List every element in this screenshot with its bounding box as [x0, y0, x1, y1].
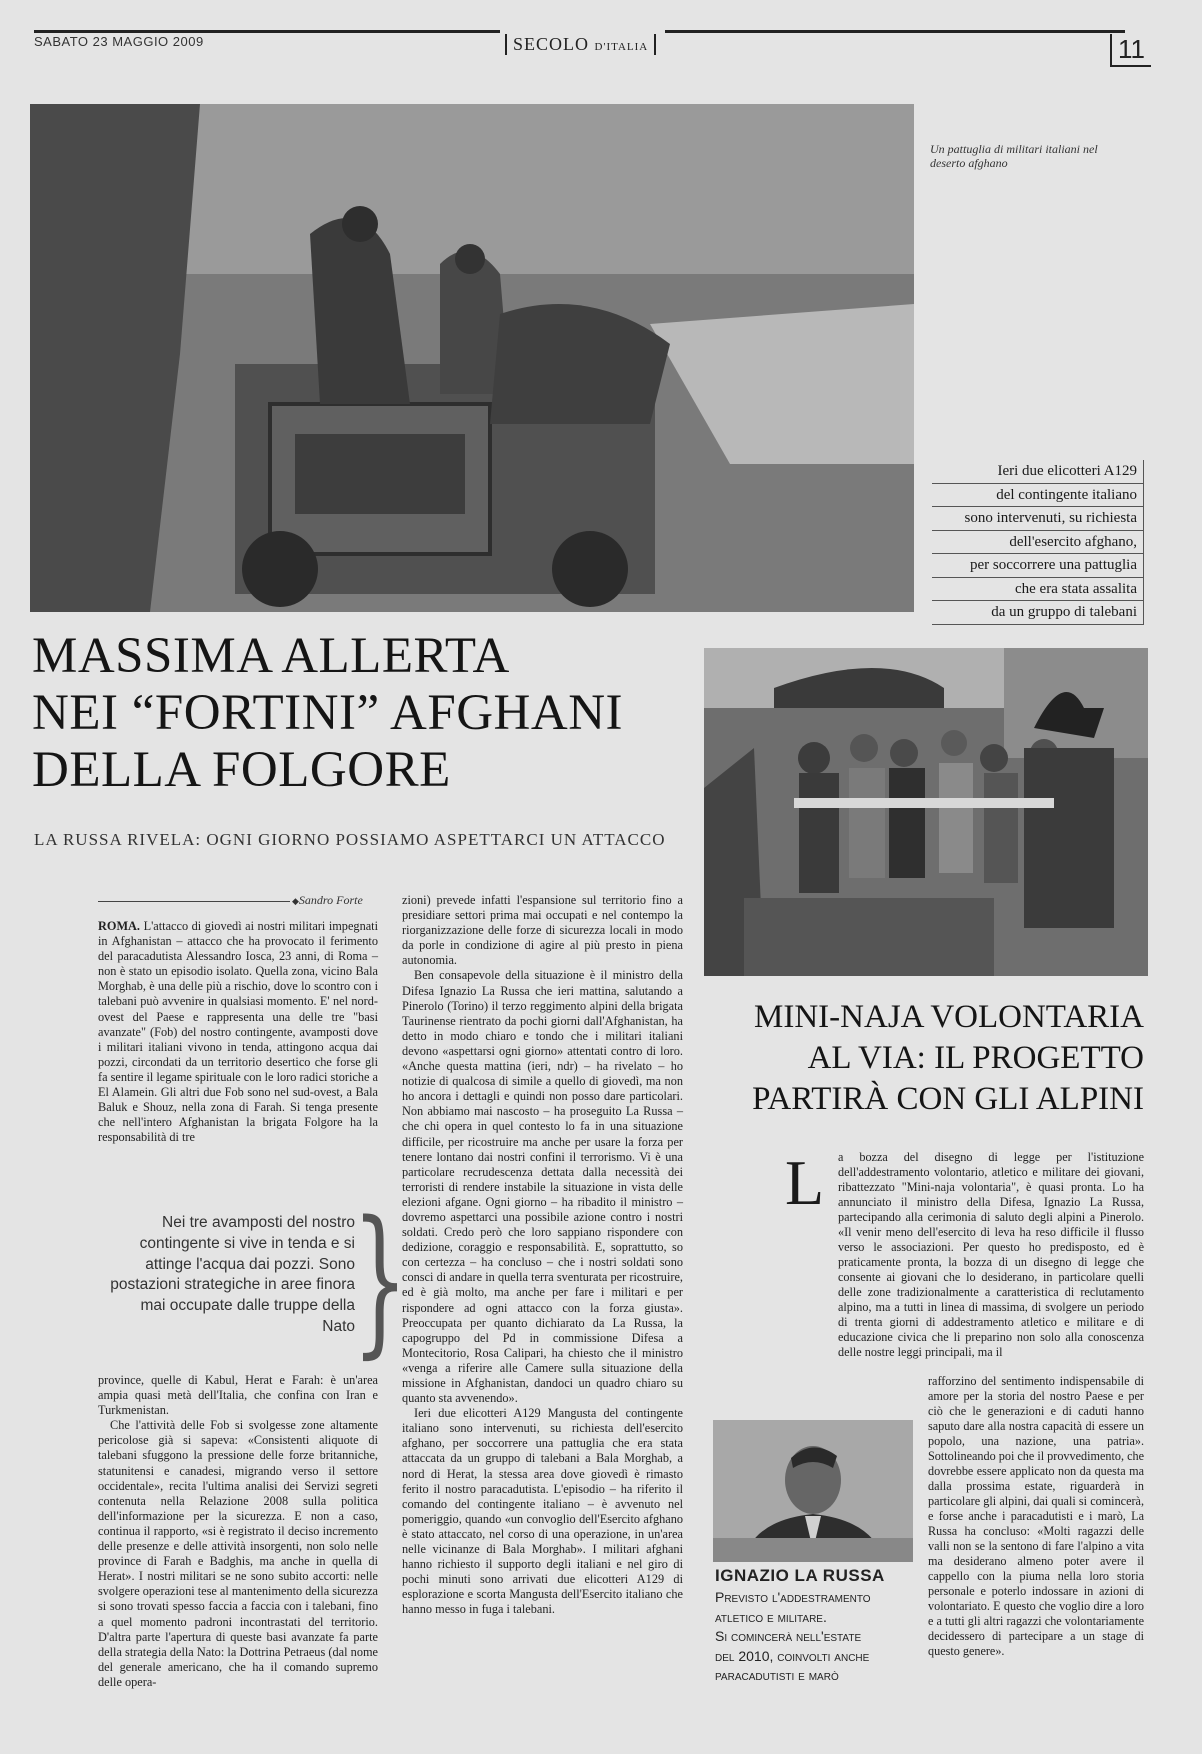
second-article-body-top [838, 1150, 1144, 1360]
portrait-caption-line: del 2010, coinvolti anche [715, 1647, 870, 1664]
sidebar-line: sono intervenuti, su richiesta [932, 507, 1144, 531]
portrait-photo-la-russa [713, 1420, 913, 1562]
top-photo-caption: Un pattuglia di militari italiani nel deserto afghano [930, 142, 1098, 170]
dateline: ROMA. [98, 919, 141, 933]
byline: ◆ Sandro Forte [292, 893, 363, 908]
sidebar-line: per soccorrere una pattuglia [932, 554, 1144, 578]
headline-line: MINI-NAJA VOLONTARIA [754, 999, 1144, 1035]
portrait-caption-line: paracadutisti e marò [715, 1667, 839, 1683]
headline-line: PARTIRÀ CON GLI ALPINI [752, 1081, 1144, 1117]
portrait-caption [715, 1566, 915, 1686]
top-photo-patrol [30, 104, 914, 612]
sidebar-caption-box [932, 460, 1144, 625]
portrait-caption-line: Previsto l'addestramento [715, 1589, 871, 1605]
byline-rule [98, 901, 290, 902]
crowd-illustration [704, 648, 1148, 976]
article-paragraph: Che l'attività delle Fob si svolgesse zone altamente pericolose già si sapeva: «Consistenti aliquote di talebani sfuggono la pressione delle forze britanniche, statunitensi e canadesi, migrando verso il settore occidentale», recita l'ultima analisi dei Servizi segreti contenuta nella Relazione 2008 sulla politica dell'informazione per la sicurezza. E non a caso, continua il rapporto, «si è registrato il deciso incremento delle presenze e delle attività insorgenti, non solo nelle province di Farah e Badghis, ma anche in quella di Herat». I nostri militari se ne sono subito accorti: nelle svolgere operazioni tese al mantenimento della sicurezza si sono trovati spesso faccia a faccia con i talebani, fino a quel momento padroni incontrastati del territorio. D'altra parte l'apertura di queste basi avanzate fa parte della strategia della Nato: la Dottrina Petraeus (dal nome del generale americano, che ha il comando supremo delle opera- [98, 1418, 378, 1689]
header-rule-left [34, 30, 500, 33]
patrol-vehicle-illustration [30, 104, 914, 612]
sidebar-line: Ieri due elicotteri A129 [932, 460, 1144, 484]
second-headline [712, 997, 1144, 1120]
sidebar-line: del contingente italiano [932, 484, 1144, 508]
main-article-column-1-top [98, 919, 378, 1145]
article-paragraph: Ben consapevole della situazione è il ministro della Difesa Ignazio La Russa che ieri mattina, salutando a Pinerolo (Torino) il terzo reggimento alpini della brigata Taurinense rientrato da pochi giorni dall'Afghanistan, ha detto in modo chiaro e tondo che i militari italiani devono «aspettarsi ogni giorno» attentati contro di loro. «Anche questa mattina (ieri, ndr) – ha rivelato – ho notizie di qualcosa di simile a quello di giovedì, ma non ho ancora i dettagli e quindi non posso dare particolari. Non abbiamo mai nascosto – ha proseguito La Russa – che chi opera in quel contesto lo fa in una situazione difficile, per ricostruire ma anche per usare la forza per tenere lontano dai nostri confini il terrorismo. Vi è una particolare recrudescenza dettata dalla necessità dei terroristi di rendere instabile la situazione in vista delle elezioni afgane. Ogni giorno – ha ribadito il ministro – dovremo aspettarci una possibile azione contro i nostri soldati. Credo però che loro sappiano rispondere con dedizione, coraggio e responsabilità. E, soprattutto, so con certezza – ha concluso – che i nostri soldati sono consci di andare in quella terra sventurata per ricostruire, ed è già molto, ma anche per fare i militari e per rispondere ad ogni attacco con la forza giusta». Preoccupata per quanto dichiarato da La Russa, la capogruppo del Pd in commissione Difesa a Montecitorio, Rosa Calipari, ha chiesto che il ministro «venga a riferire alle Camere sulla situazione della missione in Afghanistan, dandoci un quadro chiaro su quanto sta avvenendo». [402, 968, 683, 1406]
portrait-name: IGNAZIO LA RUSSA [715, 1566, 885, 1585]
sidebar-line: che era stata assalita [932, 578, 1144, 602]
pull-quote-brace: } [352, 1186, 408, 1373]
article-text: L'attacco di giovedì ai nostri militari impegnati in Afghanistan – attacco che ha provocato il ferimento del paracadutista Alessandro Iosca, 23 anni, di Roma – non è stato un episodio isolato. Quella zona, vicino Bala Morghab, è una delle più a rischio, dove lo scontro con i talebani può avvenire in qualsiasi momento. E' nel nord-ovest del Paese e rappresenta una delle tre "basi avanzate" (Fob) del nostro contingente, avamposti dove i militari italiani vivono in tenda, attingono acqua dai pozzi, circondati da un territorio desertico che forse gli fa sentire il legame spirituale con le loro radici storiche a El Alamein. Gli altri due Fob sono nel sud-ovest, a Bala Baluk e Shouz, nella zona di Farah. Si tenga presente che nell'intero Afghanistan la brigata Folgore ha la responsabilità di tre [98, 919, 379, 1145]
article-paragraph [98, 919, 378, 1145]
main-article-column-2 [402, 893, 683, 1618]
portrait-illustration [713, 1420, 913, 1562]
headline-line: DELLA FOLGORE [32, 742, 451, 798]
sidebar-line: dell'esercito afghano, [932, 531, 1144, 555]
alpini-crowd-photo [704, 648, 1148, 976]
page-number: 11 [1110, 34, 1151, 67]
article-paragraph: Ieri due elicotteri A129 Mangusta del contingente italiano sono intervenuti, su richiesta dell'esercito afghano, per soccorrere una pattuglia che era stata attaccata da un gruppo di talebani a Bala Morghab, a nord di Herat, la stessa area dove giovedì è rimasto ferito il nostro paracadutista. L'episodio – ha riferito il comando del contingente italiano – è avvenuto nel pomeriggio, quando «un convoglio dell'Esercito afghano è stato attaccato, nel corso di una operazione, in un'area nelle vicinanze di Bala Morghab». I militari afghani hanno richiesto il supporto degli italiani e nel giro di pochi minuti sono arrivati due elicotteri A129 di esplorazione e scorta Mangusta dell'Esercito italiano che hanno messo in fuga i talebani. [402, 1406, 683, 1617]
pull-quote: Nei tre avamposti del nostro contingente si vive in tenda e si attinge l'acqua dai pozzi. Sono postazioni strategiche in aree finora mai occupate dalle truppe della Nato [110, 1214, 355, 1335]
portrait-caption-line: Si comincerà nell'estate [715, 1628, 862, 1644]
header-rule-right [665, 30, 1125, 33]
header-publication [505, 34, 656, 55]
article-paragraph: a bozza del disegno di legge per l'istituzione dell'addestramento volontario, atletico e militare dei giovani, ribattezzato "Mini-naja volontaria", è quasi pronta. Lo ha annunciato il ministro della Difesa, Ignazio La Russa, partecipando alla cerimonia di saluto degli alpini a Pinerolo. «Il venir meno dell'esercito di leva ha reso difficile il flusso verso le associazioni. Per questo ho predisposto, ed è praticamente pronta, la bozza di un disegno di legge che consente ai giovani che lo desiderano, in particolare quelli delle zone tradizionalmente a caratteristica di reclutamento alpino, ma a tutti in linea di massima, di svolgere un periodo di trenta giorni di addestramento atletico e militare e di educazione civica che li preparino non solo alla conoscenza delle nostre leggi principali, ma il [838, 1150, 1144, 1359]
main-kicker: LA RUSSA RIVELA: OGNI GIORNO POSSIAMO ASPETTARCI UN ATTACCO [34, 830, 666, 849]
headline-line: MASSIMA ALLERTA [32, 628, 510, 684]
header-date: SABATO 23 MAGGIO 2009 [34, 34, 204, 49]
publication-suffix: D'ITALIA [594, 41, 649, 53]
main-article-column-1-bottom [98, 1373, 378, 1690]
article-paragraph: rafforzino del sentimento indispensabile di amore per la storia del nostro Paese e per ciò che le generazioni e di caduti hanno saputo dare alla nostra capacità di essere un popolo, una nazione, una patria». Sottolineando poi che il provvedimento, che dovrebbe essere applicato non da questa ma dalla prossima estate, riguarderà in particolare gli alpini, dai quali si comincerà, e forse anche i paracadutisti e i marò, La Russa ha concluso: «Molti ragazzi delle valli non se la sentono di fare l'alpino a vita ma desiderano almeno poter avere il cappello con la piuma nella loro storia personale e poterlo indossare in azioni di volontariato. E questo che voglio dire a loro e a tutti gli altri ragazzi che volontariamente decidessero di partecipare a un stage di questo genere». [928, 1374, 1144, 1658]
publication-name: SECOLO [513, 34, 590, 54]
sidebar-line: da un gruppo di talebani [932, 601, 1144, 625]
headline-line: AL VIA: IL PROGETTO [807, 1040, 1144, 1076]
drop-cap: L [785, 1147, 825, 1218]
article-paragraph: zioni) prevede infatti l'espansione sul territorio fino a presidiare settori prima mai occupati e nel contempo la riorganizzazione delle forze di sicurezza locali in modo da porle in condizione di agire al più presto in piena autonomia. [402, 893, 683, 968]
headline-line: NEI “FORTINI” AFGHANI [32, 685, 624, 741]
main-headline [32, 628, 712, 799]
article-paragraph: province, quelle di Kabul, Herat e Farah: è un'area ampia quasi metà dell'Italia, che confina con Iran e Turkmenistan. [98, 1373, 378, 1418]
portrait-caption-line: atletico e militare. [715, 1608, 827, 1625]
second-article-body-bottom [928, 1374, 1144, 1659]
